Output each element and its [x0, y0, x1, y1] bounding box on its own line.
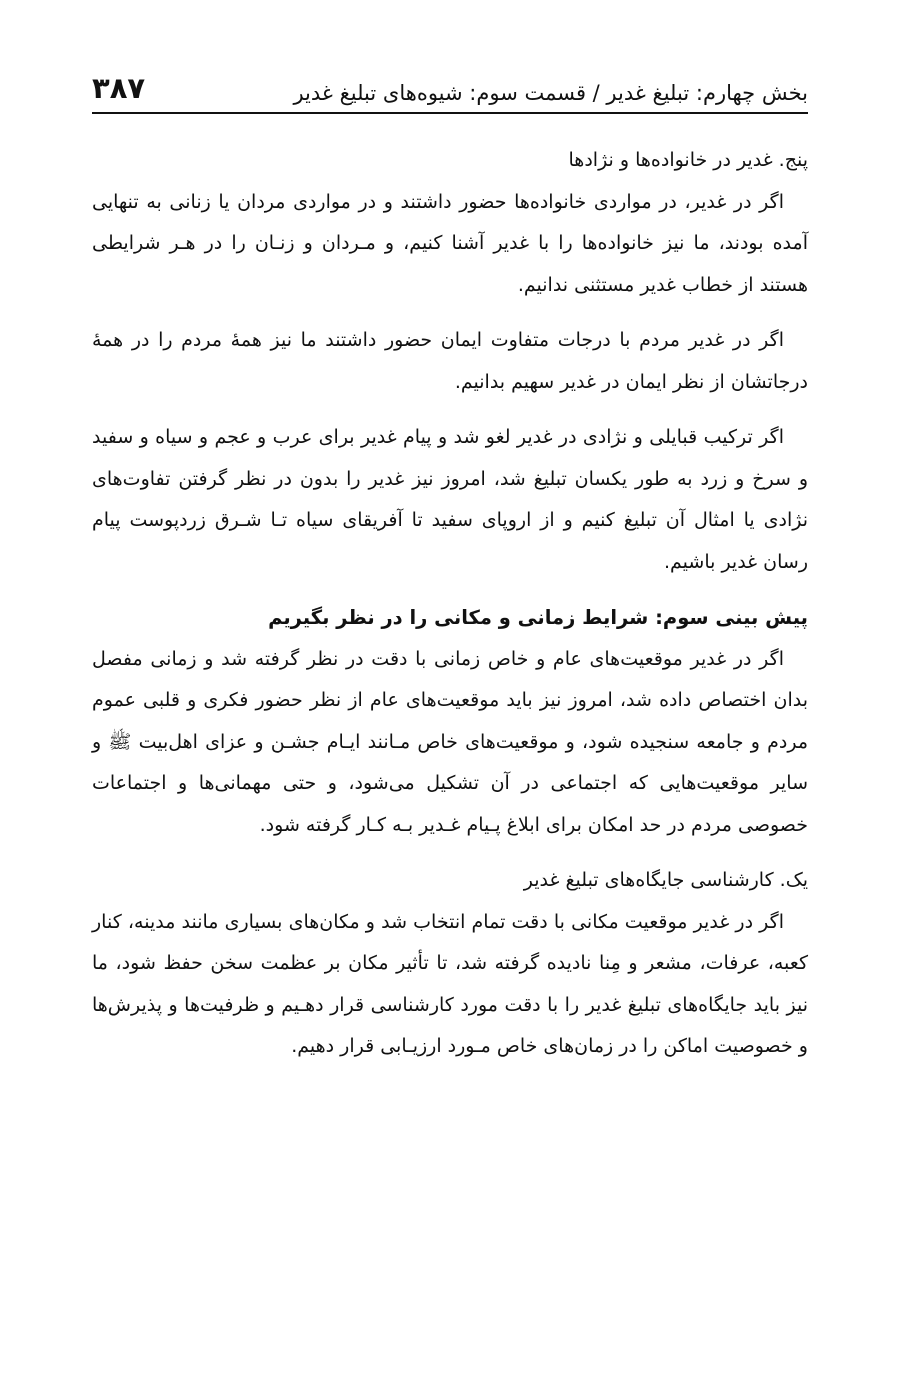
paragraph: اگر در غدیر، در مواردی خانواده‌ها حضور داشتند و در مواردی مردان یا زنانی به تنهایی آمده بودند، ما نیز خانواده‌ها را با غدیر آشنا کنیم، و مـردان و زنـان را در هـر شرایطی هستند از خطاب غدیر مستثنی ندانیم. [92, 190, 808, 296]
paragraph: اگر در غدیر موقعیت مکانی با دقت تمام انتخاب شد و مکان‌های بسیاری مانند مدینه، کنار کعبه، عرفات، مشعر و مِنا نادیده گرفته شد، تا تأثیر مکان بر عظمت سخن حفظ شود، ما نیز باید جایگاه‌های تبلیغ غدیر را با دقت مورد کارشناسی قرار دهـیم و ظرفیت‌ها و پذیرش‌ها و خصوصیت اماکن را در زمان‌های خاص مـورد ارزیـابی قرار دهیم. [92, 910, 808, 1057]
book-page [92, 0, 808, 1390]
running-header [92, 60, 808, 114]
sub-heading-families: پنج. غدیر در خانواده‌ها و نژادها [568, 149, 808, 171]
section-heading: پیش بینی سوم: شرایط زمانی و مکانی را در نظر بگیریم [268, 606, 808, 629]
page-content [92, 140, 808, 1082]
sub-heading-locations: یک. کارشناسی جایگاه‌های تبلیغ غدیر [523, 869, 808, 891]
paragraph: اگر در غدیر مردم با درجات متفاوت ایمان حضور داشتند ما نیز همهٔ مردم را در همهٔ درجاتشان از نظر ایمان در غدیر سهیم بدانیم. [92, 329, 808, 393]
page-number: ۳۸۷ [92, 71, 146, 105]
paragraph: اگر در غدیر موقعیت‌های عام و خاص زمانی با دقت در نظر گرفته شد و زمانی مفصل بدان اختصاص داده شد، امروز نیز باید موقعیت‌های عام از نظر حضور فکری و قلبی عموم مردم و جامعه سنجیده شود، و موقعیت‌های خاص مـانند ایـام جشـن و عزای اهل‌بیت ﷺ و سایر موقعیت‌هایی که اجتماعی در آن تشکیل می‌شود، و حتی مهمانی‌ها و اجتماعات خصوصی مردم در حد امکان برای ابلاغ پـیام غـدیر بـه کـار گرفته شود. [92, 647, 808, 836]
paragraph: اگر ترکیب قبایلی و نژادی در غدیر لغو شد و پیام غدیر برای عرب و عجم و سیاه و سفید و سرخ و زرد به طور یکسان تبلیغ شد، امروز نیز غدیر را بدون در نظر گرفتن تفاوت‌های نژادی یا امثال آن تبلیغ کنیم و از اروپای سفید تا آفریقای سیاه تـا شـرق زردپوست پیام رسان غدیر باشیم. [92, 426, 808, 573]
header-title: بخش چهارم: تبلیغ غدیر / قسمت سوم: شیوه‌های تبلیغ غدیر [293, 81, 808, 105]
